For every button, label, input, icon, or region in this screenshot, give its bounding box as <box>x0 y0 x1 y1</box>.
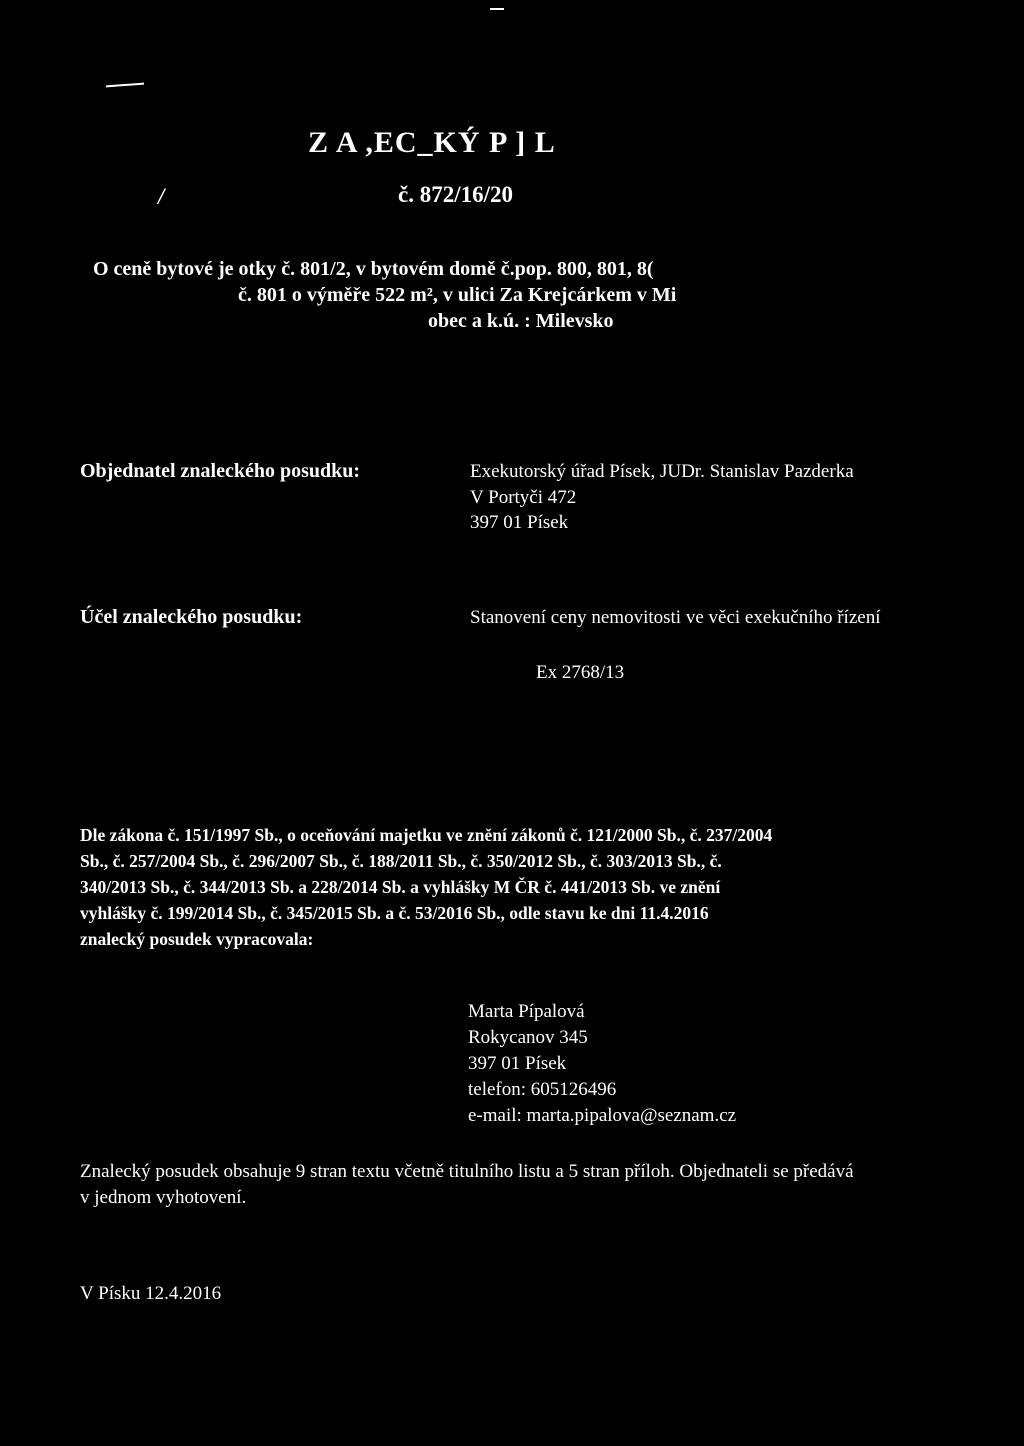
document-number: č. 872/16/20 <box>398 182 513 207</box>
client-city: 397 01 Písek <box>470 512 569 533</box>
legal-line-4: vyhlášky č. 199/2014 Sb., č. 345/2015 Sb. a č. 53/2016 Sb., odle stavu ke dni 11.4.2016 <box>80 903 709 923</box>
legal-line-2: Sb., č. 257/2004 Sb., č. 296/2007 Sb., č. 188/2011 Sb., č. 350/2012 Sb., č. 303/2013 Sb., č. <box>80 851 722 871</box>
client-name: Exekutorský úřad Písek, JUDr. Stanislav Pazderka <box>470 461 854 482</box>
purpose-value: Stanovení ceny nemovitosti ve věci exekučního řízení <box>470 607 881 628</box>
expert-email: e-mail: marta.pipalova@seznam.cz <box>468 1105 737 1126</box>
scan-mark-top <box>490 8 504 10</box>
note-line-2: v jednom vyhotovení. <box>80 1187 247 1208</box>
expert-city: 397 01 Písek <box>468 1053 567 1074</box>
note-line-1: Znalecký posudek obsahuje 9 stran textu včetně titulního listu a 5 stran příloh. Objednateli se předává <box>80 1161 854 1182</box>
subject-line-2: č. 801 o výměře 522 m², v ulici Za Krejcárkem v Mi <box>238 284 677 306</box>
place-and-date: V Písku 12.4.2016 <box>80 1283 222 1304</box>
subject-line-1: O ceně bytové je otky č. 801/2, v bytovém domě č.pop. 800, 801, 8( <box>93 258 654 280</box>
case-number: Ex 2768/13 <box>536 662 625 683</box>
purpose-label: Účel znaleckého posudku: <box>80 606 303 628</box>
legal-line-5: znalecký posudek vypracovala: <box>80 929 314 949</box>
legal-line-3: 340/2013 Sb., č. 344/2013 Sb. a 228/2014 Sb. a vyhlášky M ČR č. 441/2013 Sb. ve znění <box>80 877 721 897</box>
document-title: Z A ,EC_KÝ P ] L <box>308 126 556 159</box>
expert-street: Rokycanov 345 <box>468 1027 588 1048</box>
client-label: Objednatel znaleckého posudku: <box>80 460 361 482</box>
client-street: V Portyči 472 <box>470 487 577 508</box>
expert-phone: telefon: 605126496 <box>468 1079 617 1100</box>
expert-name: Marta Pípalová <box>468 1001 585 1022</box>
legal-line-1: Dle zákona č. 151/1997 Sb., o oceňování majetku ve znění zákonů č. 121/2000 Sb., č. 237/2004 <box>80 825 773 845</box>
title-slash: / <box>158 184 165 209</box>
scan-mark-topleft <box>106 83 144 88</box>
subject-line-3: obec a k.ú. : Milevsko <box>428 310 614 332</box>
